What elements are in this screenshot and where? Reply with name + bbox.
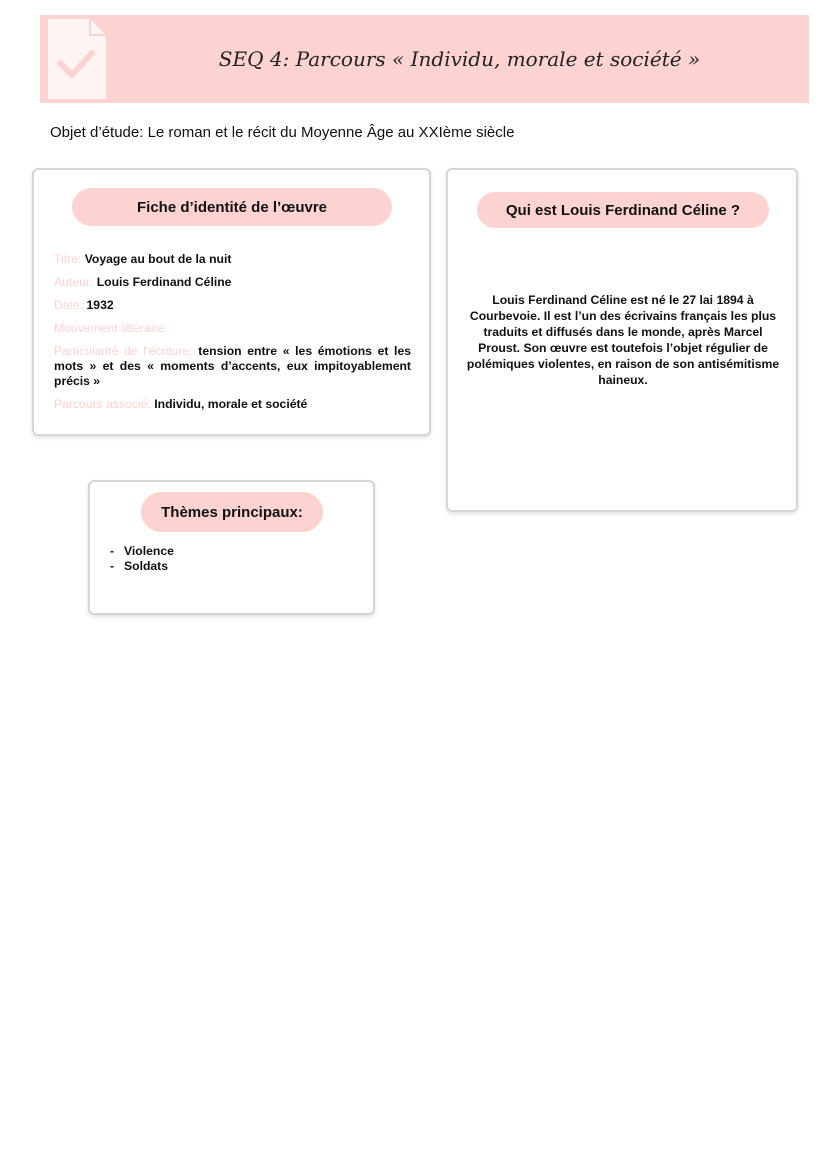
identity-fields [54,252,411,420]
header-banner [40,15,809,103]
objet-etude: Objet d’étude: Le roman et le récit du Moyenne Âge au XXIème siècle [50,124,515,141]
author-bio: Louis Ferdinand Céline est né le 27 lai 1894 à Courbevoie. Il est l’un des écrivains français les plus traduits et diffusés dans le monde, après Marcel Proust. Son œuvre est toutefois l’objet régulier de polémiques violentes, en raison de son antisémitisme haineux. [466,293,780,387]
list-item: - Violence [110,544,174,558]
field-value: Voyage au bout de la nuit [84,252,232,266]
page-title: SEQ 4: Parcours « Individu, morale et société » [218,47,701,71]
themes-card [88,480,375,615]
identity-heading: Fiche d’identité de l’œuvre [72,188,392,226]
list-item: - Soldats [110,559,169,573]
field-mouvement [54,321,411,336]
field-parcours [54,397,411,412]
author-card [446,168,798,512]
field-label: Date: [54,298,84,312]
field-titre [54,252,411,267]
field-date [54,298,411,313]
themes-heading: Thèmes principaux: [141,492,323,532]
field-value: Individu, morale et société [154,397,308,411]
field-label: Titre: [54,252,82,266]
field-auteur [54,275,411,290]
field-value: 1932 [86,298,114,312]
field-label: Particularité de l’écriture: [54,344,193,358]
theme-label: Soldats [124,559,169,573]
field-value: Louis Ferdinand Céline [96,275,232,289]
document-check-icon [44,17,108,101]
author-heading: Qui est Louis Ferdinand Céline ? [477,192,769,228]
field-label: Auteur: [54,275,94,289]
field-particularite [54,344,411,389]
themes-list [110,544,174,574]
field-label: Parcours associé: [54,397,151,411]
theme-label: Violence [124,544,174,558]
identity-card [32,168,431,436]
field-value: tension entre « les émotions et les mots » et des « moments d’accents, eux impitoyablement précis » [54,344,411,388]
field-label: Mouvement littéraire: [54,321,168,335]
